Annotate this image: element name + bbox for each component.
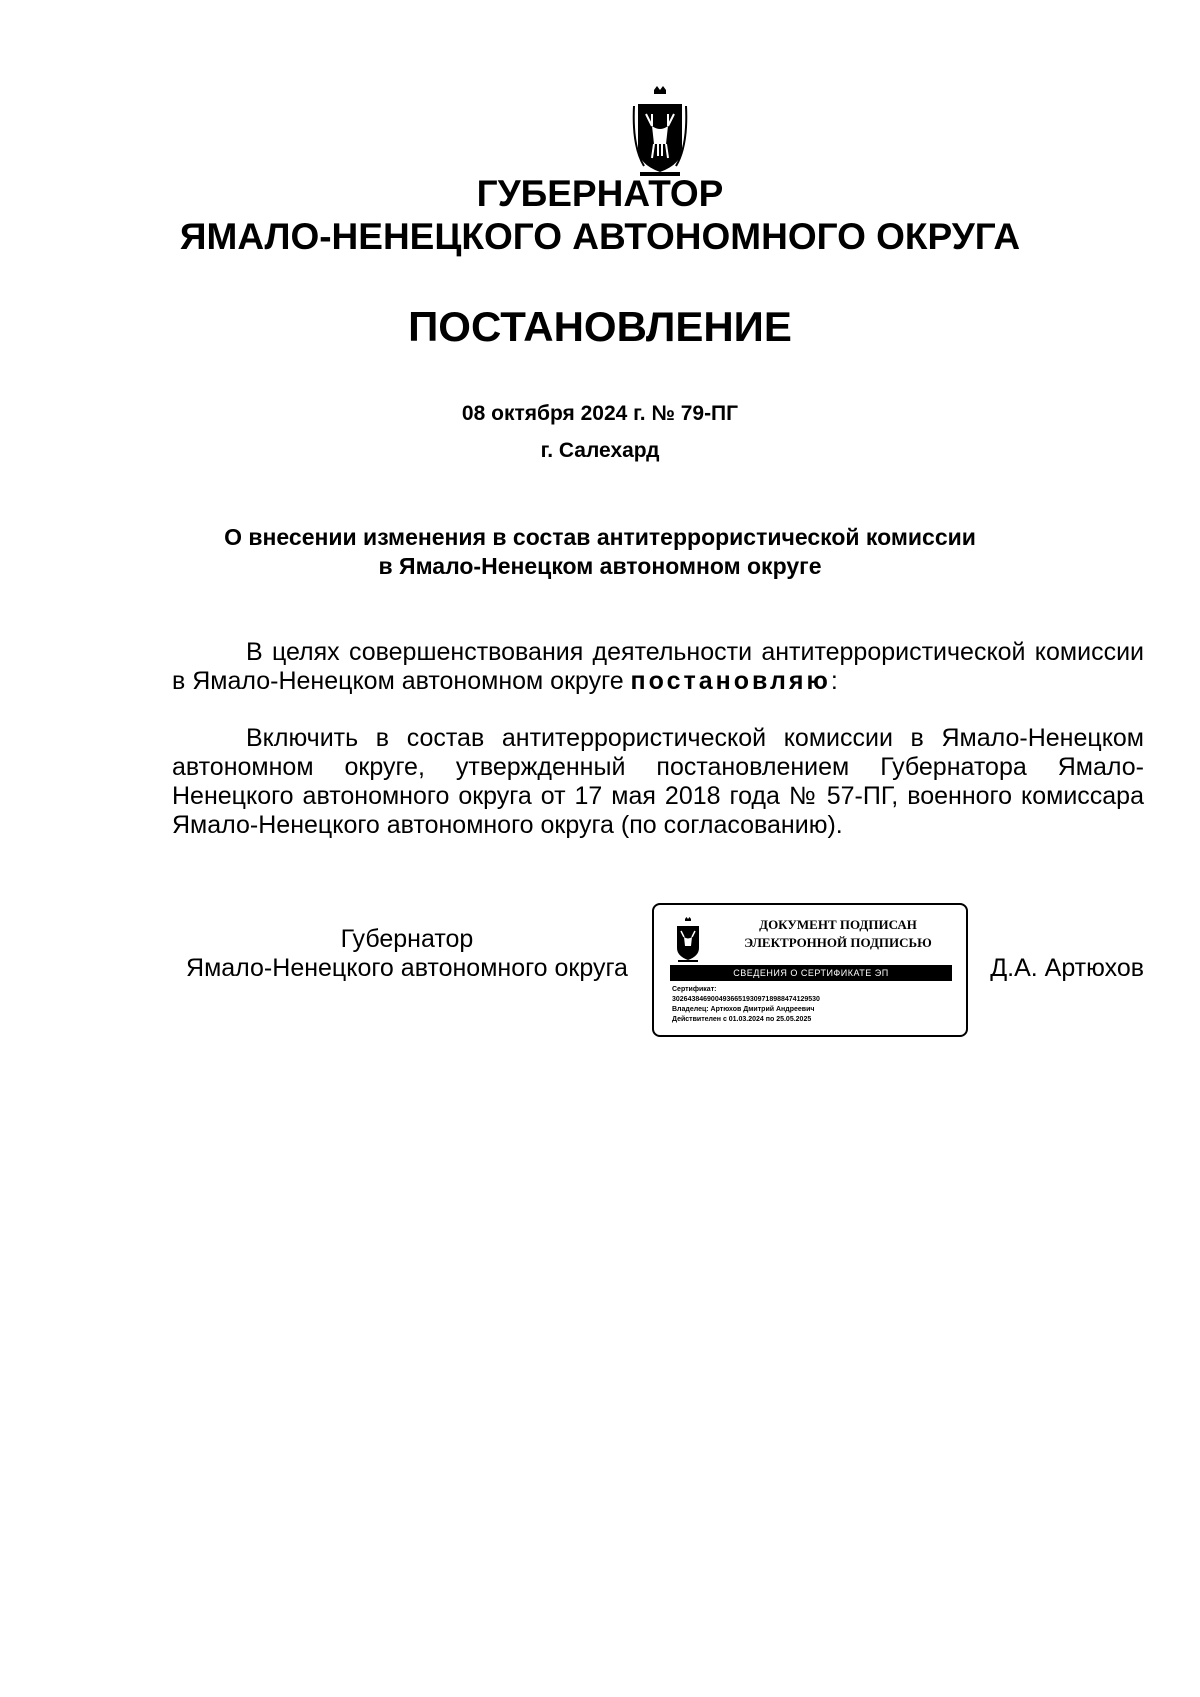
resolution-paragraph: Включить в состав антитеррористической комиссии в Ямало-Ненецком автономном округе, утвержденный постановлением Губернатора Ямало-Ненецкого автономного округа от 17 мая 2018 года № 57-ПГ, военного комиссара Ямало-Ненецкого автономного округа (по согласованию). [172, 724, 1144, 839]
stamp-cert-label: Сертификат: [672, 986, 717, 993]
signer-name: Д.А. Артюхов [990, 954, 1144, 982]
document-type-heading: ПОСТАНОВЛЕНИЕ [408, 303, 792, 350]
subject-line-1: О внесении изменения в состав антитеррористической комиссии [224, 524, 976, 550]
signer-position-line-2: Ямало-Ненецкого автономного округа [186, 954, 628, 982]
stamp-heading-1: ДОКУМЕНТ ПОДПИСАН [759, 917, 917, 932]
resolve-word: постановляю [630, 667, 831, 695]
electronic-signature-stamp [652, 903, 968, 1037]
stamp-emblem-icon [674, 917, 702, 963]
signer-position-line-1: Губернатор [340, 925, 474, 953]
preamble-text: В целях совершенствования деятельности антитеррористической комиссии в Ямало-Ненецком автономном округе [172, 638, 1144, 695]
coat-of-arms-emblem-icon [632, 86, 688, 178]
issuer-title: ГУБЕРНАТОР [476, 173, 724, 214]
subject-line-2: в Ямало-Ненецком автономном округе [378, 553, 822, 579]
stamp-validity: Действителен с 01.03.2024 по 25.05.2025 [672, 1016, 812, 1023]
issuer-region: ЯМАЛО-НЕНЕЦКОГО АВТОНОМНОГО ОКРУГА [179, 216, 1021, 257]
document-date-number: 08 октября 2024 г. № 79-ПГ [461, 402, 739, 425]
stamp-cert-number: 30264384690049366519309718988474129530 [672, 996, 820, 1003]
preamble-colon: : [830, 667, 838, 695]
stamp-owner: Владелец: Артюхов Дмитрий Андреевич [672, 1006, 815, 1013]
stamp-certificate-bar: СВЕДЕНИЯ О СЕРТИФИКАТЕ ЭП [670, 965, 952, 981]
stamp-heading-2: ЭЛЕКТРОННОЙ ПОДПИСЬЮ [744, 935, 932, 950]
preamble-paragraph [172, 638, 1144, 696]
document-city: г. Салехард [540, 439, 660, 462]
